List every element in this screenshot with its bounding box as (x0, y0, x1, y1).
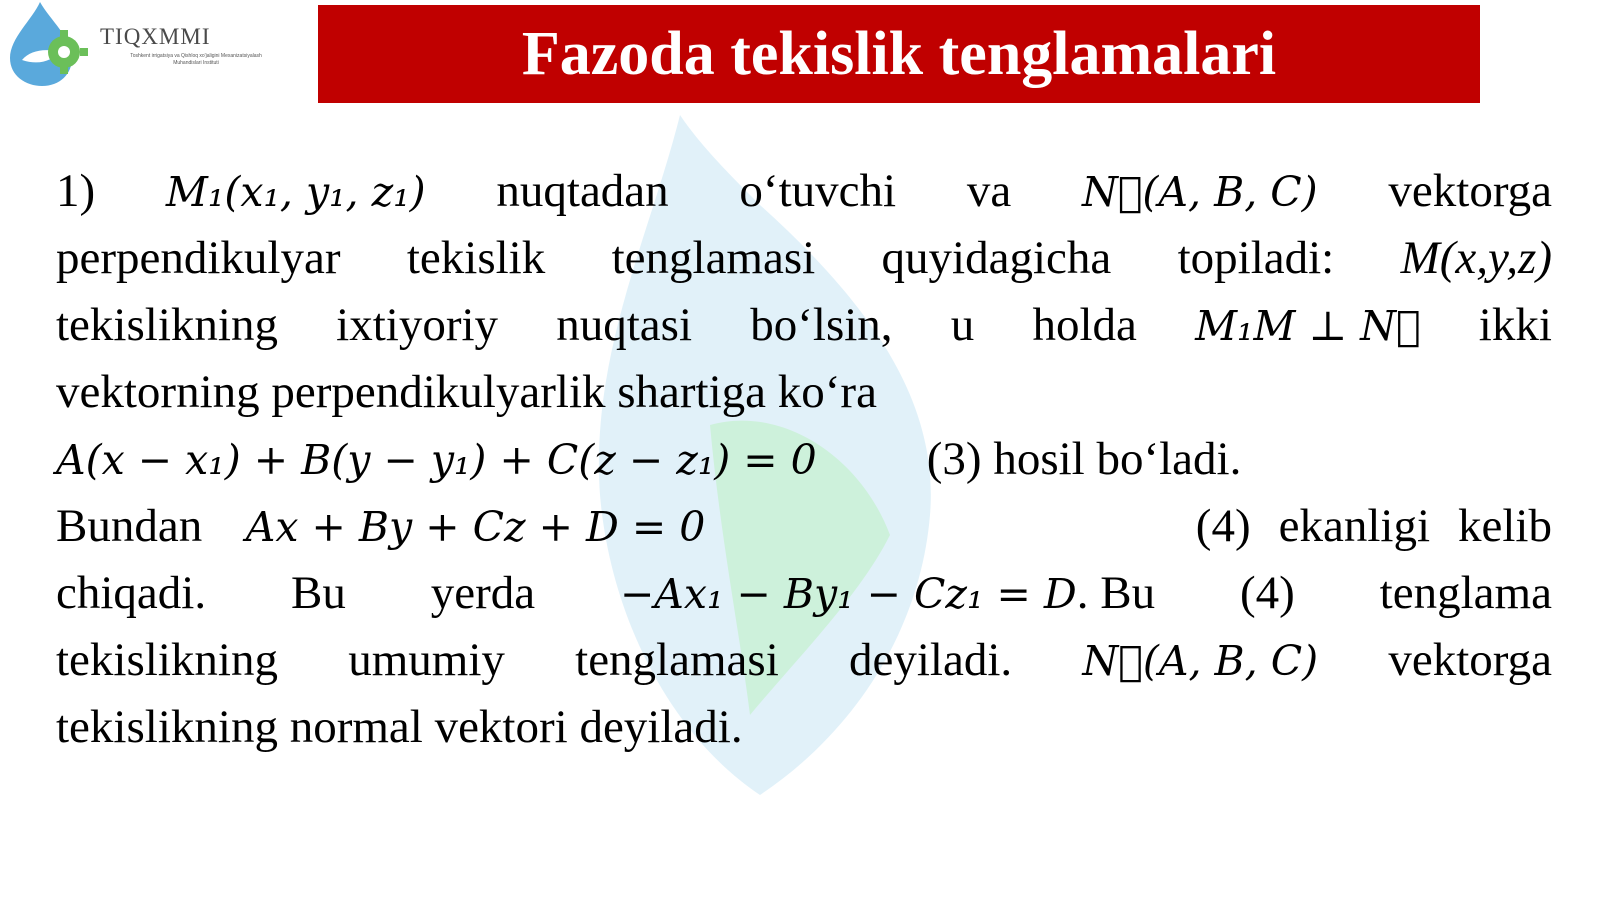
body-line-4: vektorning perpendikulyarlik shartiga ko‘ra (56, 366, 877, 418)
slide-title: Fazoda tekislik tenglamalari (521, 20, 1277, 88)
slide-body (56, 158, 1552, 761)
logo (0, 0, 290, 92)
equation-4-line: Bundan Ax + By + Cz + D = 0 (4) ekanligi kelib (56, 500, 1552, 552)
body-line-8: tekislikning umumiy tenglamasi deyiladi. N⃗(A, B, C) vektorga (56, 634, 1552, 686)
equation-4: Ax + By + Cz + D = 0 (245, 503, 706, 551)
body-line-2: perpendikulyar tekislik tenglamasi quyidagicha topiladi: M(x,y,z) (56, 232, 1552, 284)
body-line-3: tekislikning ixtiyoriy nuqtasi bo‘lsin, u holda M₁M ⊥ N⃗ ikki (56, 299, 1552, 351)
logo-subtitle: Toshkent irrigatsiya va Qishloq xo'jaligini Mexanizatsiyalash Muhandislari Instituti (130, 53, 262, 66)
equation-3-line: A(x − x₁) + B(y − y₁) + C(z − z₁) = 0 (3) hosil bo‘ladi. (56, 426, 1552, 493)
equation-3: A(x − x₁) + B(y − y₁) + C(z − z₁) = 0 (56, 436, 817, 484)
body-line-1: 1) M₁(x₁, y₁, z₁) nuqtadan o‘tuvchi va N⃗(A, B, C) vektorga (56, 165, 1552, 217)
body-line-9: tekislikning normal vektori deyiladi. (56, 701, 743, 753)
logo-title: TIQXMMI (100, 24, 211, 49)
body-line-7: chiqadi. Bu yerda −Ax₁ − By₁ − Cz₁ = D. Bu (4) tenglama (56, 567, 1552, 619)
title-bar (318, 5, 1480, 103)
water-drop-gear-icon (2, 0, 102, 90)
